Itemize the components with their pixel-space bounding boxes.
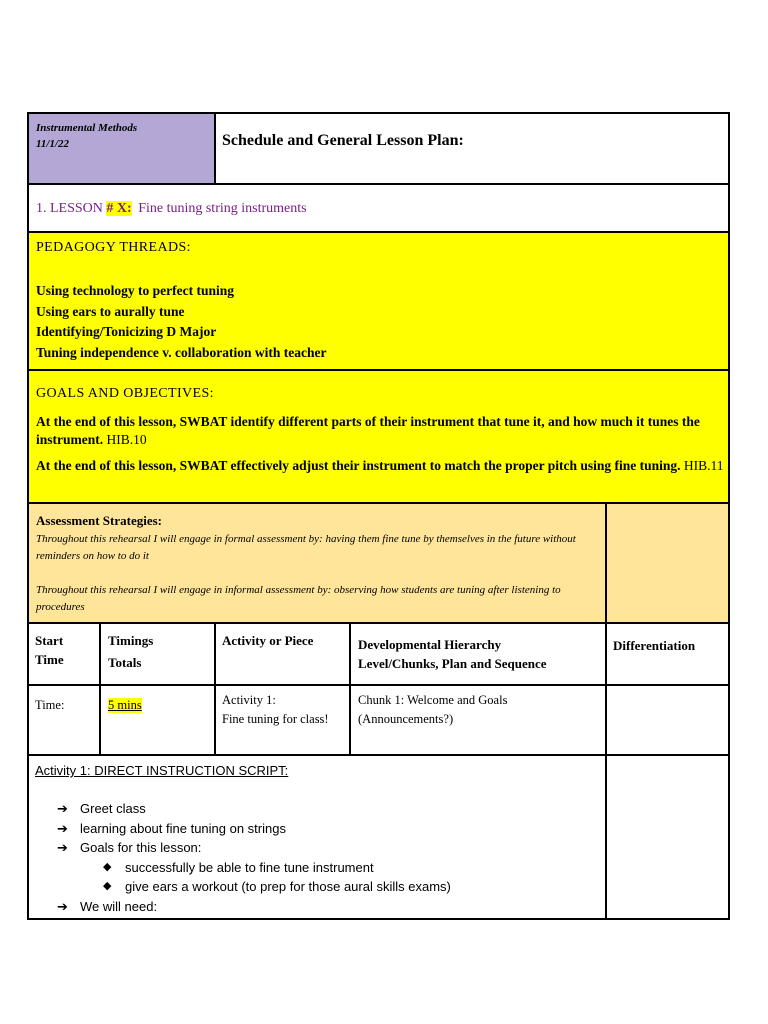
assessment-section [27, 502, 607, 624]
pedagogy-item: Tuning independence v. collaboration with teacher [36, 344, 327, 360]
script-subitem-text: successfully be able to fine tune instrument [125, 859, 374, 875]
lesson-date: 11/1/22 [36, 138, 70, 150]
cell-time [27, 684, 101, 756]
col-header-start-line1: Start [35, 633, 64, 648]
script-item [35, 838, 595, 858]
cell-chunk [349, 684, 607, 756]
col-header-timings [99, 622, 216, 686]
header-title-cell [214, 112, 730, 185]
cell-activity [214, 684, 351, 756]
activity-line2: Fine tuning for class! [222, 712, 329, 726]
lesson-number: # X: [106, 201, 132, 216]
pedagogy-item: Identifying/Tonicizing D Major [36, 324, 217, 339]
goal-code: HIB.10 [106, 432, 147, 447]
arrow-icon: ➔ [57, 840, 68, 855]
col-header-dev-line1: Developmental Hierarchy [358, 637, 502, 652]
col-header-start-line2: Time [35, 652, 64, 667]
course-name: Instrumental Methods [36, 122, 138, 134]
col-header-activity [214, 622, 351, 686]
activity-line1: Activity 1: [222, 693, 276, 707]
diamond-bullet-icon: ◆ [103, 860, 112, 873]
pedagogy-item: Using technology to perfect tuning [36, 283, 234, 298]
goal-item [36, 457, 726, 475]
goal-text: At the end of this lesson, SWBAT effectively adjust their instrument to match the proper pitch using fine tuning. [36, 458, 681, 473]
lesson-heading [36, 201, 307, 217]
chunk-line1: Chunk 1: Welcome and Goals [358, 693, 508, 707]
script-subitem [35, 858, 595, 878]
col-header-activity-label: Activity or Piece [222, 633, 314, 648]
goals-heading: GOALS AND OBJECTIVES: [36, 386, 214, 401]
diamond-bullet-icon: ◆ [103, 880, 112, 892]
col-header-timings-line2: Totals [108, 655, 142, 670]
page-title: Schedule and General Lesson Plan: [222, 132, 464, 149]
goals-section [27, 369, 730, 504]
cell-differentiation [605, 684, 730, 756]
script-subitem-text: give ears a workout (to prep for those aural skills exams) [125, 879, 451, 894]
col-header-dev [349, 622, 607, 686]
col-header-diff-label: Differentiation [613, 638, 696, 653]
arrow-icon: ➔ [57, 820, 68, 836]
script-item [35, 799, 595, 819]
pedagogy-list [36, 281, 327, 363]
lesson-row [27, 183, 730, 233]
script-item [35, 819, 595, 839]
timing-value: 5 mins [108, 698, 142, 712]
cell-timing [99, 684, 216, 756]
header-course-cell [27, 112, 216, 185]
pedagogy-section [27, 231, 730, 371]
lesson-prefix: 1. LESSON [36, 201, 103, 216]
pedagogy-heading: PEDAGOGY THREADS: [36, 240, 191, 255]
assessment-formal: Throughout this rehearsal I will engage in formal assessment by: having them fine tune by themselves in the future without reminders on how to do it [36, 533, 576, 562]
col-header-dev-line2: Level/Chunks, Plan and Sequence [358, 656, 547, 671]
chunk-line2: (Announcements?) [358, 712, 454, 726]
time-label: Time: [35, 698, 65, 712]
arrow-icon: ➔ [57, 801, 68, 816]
script-item-text: learning about fine tuning on strings [80, 820, 286, 836]
lesson-topic: Fine tuning string instruments [138, 201, 307, 216]
script-item-text: Goals for this lesson: [80, 840, 202, 855]
script-list [35, 799, 595, 916]
goal-text: At the end of this lesson, SWBAT identify different parts of their instrument that tune it, and how much it tunes the instrument. [36, 414, 700, 447]
script-side-cell [605, 754, 730, 920]
goal-item [36, 413, 726, 449]
assessment-side-cell [605, 502, 730, 624]
col-header-start [27, 622, 101, 686]
arrow-icon: ➔ [57, 898, 68, 914]
assessment-informal: Throughout this rehearsal I will engage in informal assessment by: observing how students are tuning after listening to procedures [36, 584, 561, 613]
script-item [35, 897, 595, 917]
col-header-diff [605, 622, 730, 686]
col-header-timings-line1: Timings [108, 633, 154, 648]
assessment-heading: Assessment Strategies: [36, 513, 163, 528]
script-item-text: Greet class [80, 801, 146, 816]
pedagogy-item: Using ears to aurally tune [36, 303, 185, 319]
script-section [27, 754, 607, 920]
script-subitem [35, 877, 595, 897]
script-heading: Activity 1: DIRECT INSTRUCTION SCRIPT: [35, 763, 289, 778]
script-item-text: We will need: [80, 898, 158, 914]
goal-code: HIB.11 [683, 458, 724, 473]
